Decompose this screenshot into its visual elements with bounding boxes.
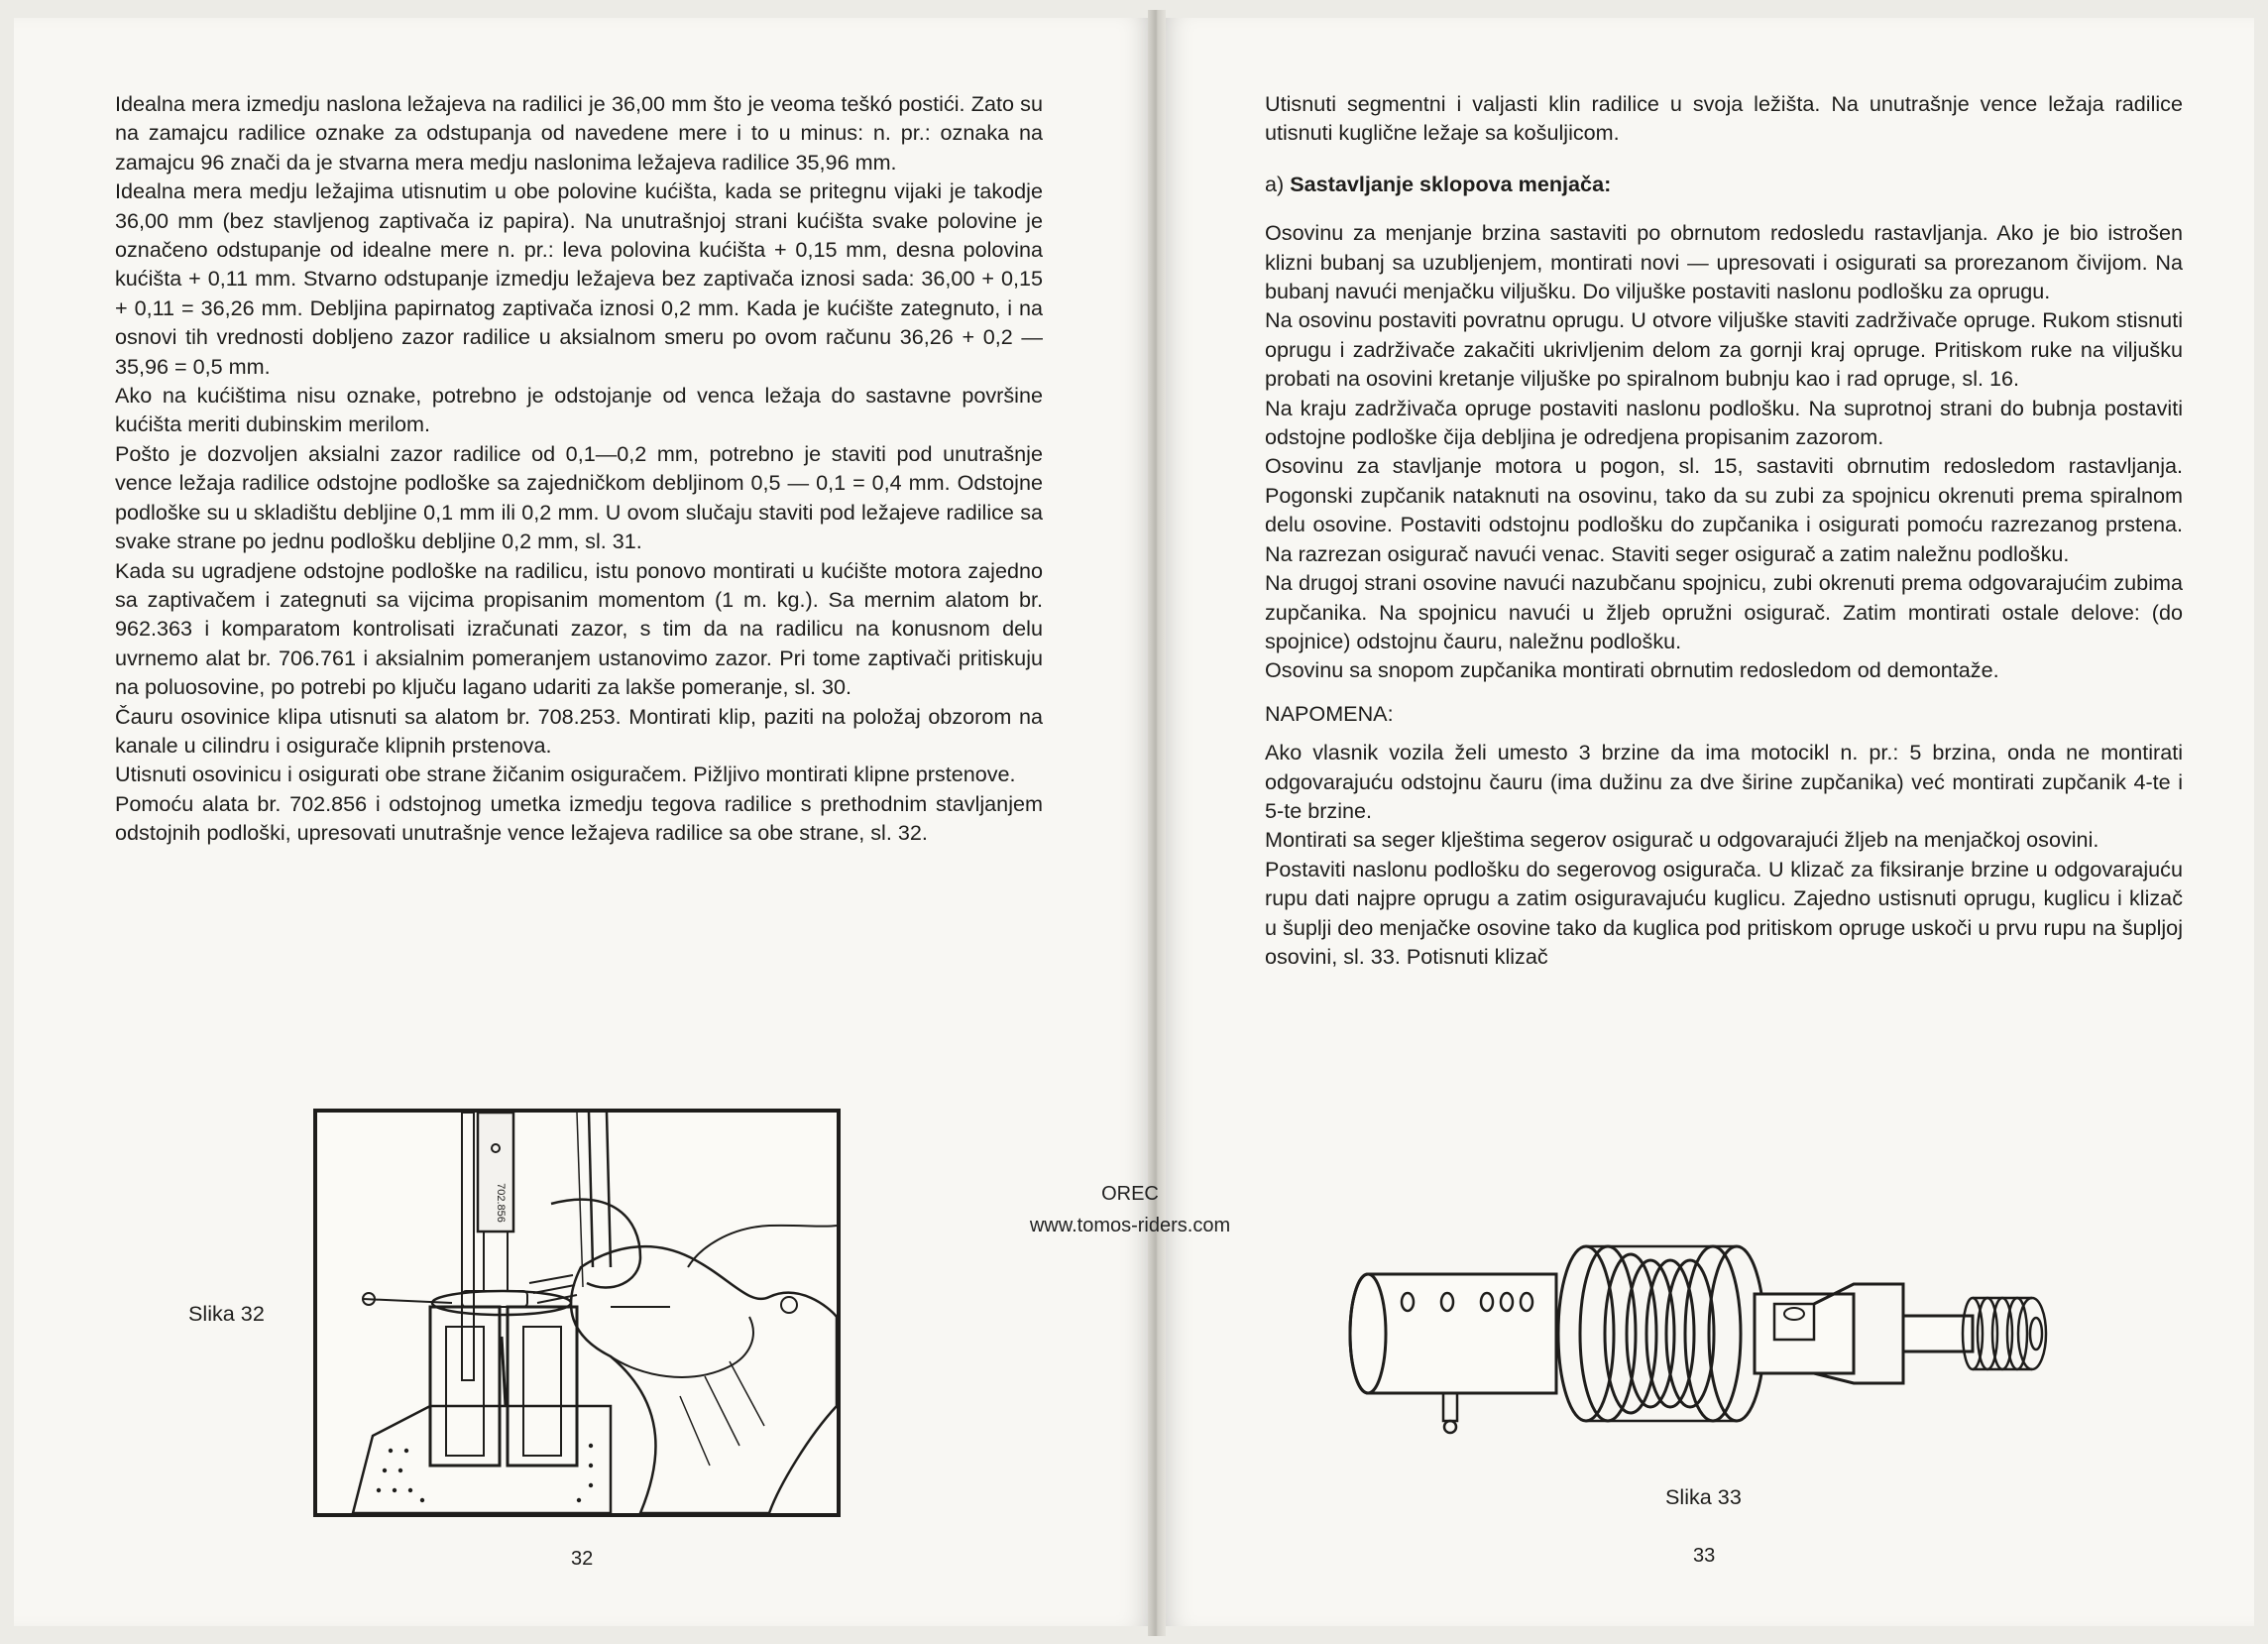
note-paragraph: Ako vlasnik vozila želi umesto 3 brzine da ima motocikl n. pr.: 5 brzina, onda ne montirati odgovarajuću odstojnu čauru (ima dužinu za dve širine zupčanika) već montirati zupčanik 4-te i 5-te brzine. [1265,740,2183,823]
figure-caption-33: Slika 33 [1665,1484,1742,1509]
note-paragraph: Postaviti naslonu podlošku do segerovog osigurača. U klizač za fiksiranje brzine u odgovarajuću rupu dati najpre oprugu a zatim osiguravajuću kuglicu. Zajedno ustisnuti oprugu, kuglicu i klizač u šuplji deo menjačke osovine tako da kuglica pod pritiskom opruge uskoči u prvu rupu na šupljoj osovini, sl. 33. Potisnuti klizač [1265,856,2183,969]
section-title: Sastavljanje sklopova menjača: [1290,171,1612,196]
page-number-right: 33 [1693,1545,1716,1567]
paragraph: Na osovinu postaviti povratnu oprugu. U otvore viljuške staviti zadrživače opruge. Rukom stisnuti oprugu i zadrživače zakačiti ukrivljenim delom za gornji kraj opruge. Pritiskom ruke na viljušku probati na osovini kretanje viljuške po spiralnom bubnju kao i rad opruge, sl. 16. [1265,307,2183,392]
figure-32-tool-illustration [313,1109,841,1517]
paragraph: Utisnuti osovinicu i osigurati obe strane žičanim osiguračem. Pižljivo montirati klipne prstenove. [115,762,1016,787]
paragraph: Na drugoj strani osovine navući nazubčanu spojnicu, zubi okrenuti prema odgovarajućim zubima zupčanika. Na spojnicu navući u žljeb opružni osigurač. Zatim montirati ostale delove: (do spojnice) odstojnu čauru, naležnu podlošku. [1265,570,2183,653]
section-prefix: a) [1265,171,1285,196]
paragraph: Osovinu za stavljanje motora u pogon, sl. 15, sastaviti obrnutim redosledom rastavljanja. Pogonski zupčanik nataknuti na osovinu, tako da su zubi za spojnicu okrenuti prema spiralnom delu osovine. Postaviti odstojnu podlošku do zupčanika i osigurati pomoću razrezanog prstena. Na razrezan osigurač navući venac. Staviti seger osigurač a zatim naležnu podlošku. [1265,453,2183,566]
figure-caption-32: Slika 32 [188,1301,265,1326]
paragraph: Ako na kućištima nisu oznake, potrebno je odstojanje od venca ležaja do sastavne površine kućišta meriti dubinskim merilom. [115,383,1043,437]
figure-33-shaft-illustration [1348,1234,2062,1443]
watermark-title: OREC [1101,1183,1159,1205]
tool-number-label: 702.856 [495,1183,507,1223]
paragraph: Pošto je dozvoljen aksialni zazor radilice od 0,1—0,2 mm, potrebno je staviti pod unutrašnje vence ležaja radilice odstojne podloške sa zajedničkom debljinom 0,5 — 0,1 = 0,4 mm. Odstojne podloške su u skladištu debljine 0,1 mm ili 0,2 mm. U ovom slučaju staviti pod ležajeve radilice sa svake strane po jednu podlošku debljine 0,2 mm, sl. 31. [115,440,1043,554]
paragraph: Osovinu sa snopom zupčanika montirati obrnutim redosledom od demontaže. [1265,657,1999,683]
paragraph: Čauru osovinice klipa utisnuti sa alatom br. 708.253. Montirati klip, paziti na položaj obzorom na kanale u cilindru i osigurače klipnih prstenova. [115,703,1043,758]
paragraph: Idealna mera izmedju naslona ležajeva na radilici je 36,00 mm što je veoma teškó postići. Zato su na zamajcu radilice oznake za odstupanja od navedene mere i to u minus: n. pr.: oznaka na zamajcu 96 znači da je stvarna mera medju naslonima ležajeva radilice 35,96 mm. [115,91,1043,175]
watermark [1001,1178,1259,1241]
paragraph: Idealna mera medju ležajima utisnutim u obe polovine kućišta, kada se pritegnu vijaki je takodje 36,00 mm (bez stavljenog zaptivača iz papira). Na unutrašnjoj strani kućišta svake polovine je označeno odstupanje od idealne mere n. pr.: leva polovina kućišta + 0,15 mm, desna polovina kućišta + 0,11 mm. Stvarno odstupanje izmedju ležajeva bez zaptivača iznosi sada: 36,00 + 0,15 + 0,11 = 36,26 mm. Debljina papirnatog zaptivača iznosi 0,2 mm. Kada je kućište zategnuto, i na osnovi tih vrednosti dobljeno zazor radilice u aksialnom smeru po ovom računu 36,26 + 0,2 — 35,96 = 0,5 mm. [115,178,1043,379]
paragraph: Osovinu za menjanje brzina sastaviti po obrnutom redosledu rastavljanja. Ako je bio istrošen klizni bubanj sa uzubljenjem, montirati novi — upresovati i osigurati sa prorezanom čivijom. Na bubanj navući menjačku viljušku. Do viljuške postaviti naslonu podlošku za oprugu. [1265,220,2183,304]
intro-paragraph: Utisnuti segmentni i valjasti klin radilice u svoja ležišta. Na unutrašnje vence ležaja radilice utisnuti kuglične ležaje sa košuljicom. [1265,91,2183,146]
left-page-text [115,89,1043,848]
right-page-text [1265,89,2183,971]
paragraph: Na kraju zadrživača opruge postaviti naslonu podlošku. Na suprotnoj strani do bubnja postaviti odstojne podloške čija debljina je odredjena propisanim zazorom. [1265,395,2183,450]
watermark-url: www.tomos-riders.com [1029,1215,1231,1236]
note-title: NAPOMENA: [1265,700,1394,726]
paragraph: Pomoću alata br. 702.856 i odstojnog umetka izmedju tegova radilice s prethodnim stavljanjem odstojnih podloški, upresovati unutrašnje vence ležajeva radilice sa obe strane, sl. 32. [115,790,1043,846]
page-number-left: 32 [571,1548,594,1570]
note-paragraph: Montirati sa seger klještima segerov osigurač u odgovarajući žljeb na menjačkoj osovini. [1265,827,2099,853]
section-heading [1265,170,2183,198]
book-gutter [1148,10,1166,1636]
paragraph: Kada su ugradjene odstojne podloške na radilicu, istu ponovo montirati u kućište motora zajedno sa zaptivačem i zategnuti sa vijcima propisanim momentom (1 m. kg.). Sa mernim alatom br. 962.363 i komparatom kontrolisati izračunati zazor, s tim da na radilicu na konusnom delu uvrnemo alat br. 706.761 i aksialnim pomeranjem ustanovimo zazor. Pri tome zaptivači pritiskuju na poluosovine, po potrebi po ključu lagano udariti za lakše pomeranje, sl. 30. [115,557,1043,700]
